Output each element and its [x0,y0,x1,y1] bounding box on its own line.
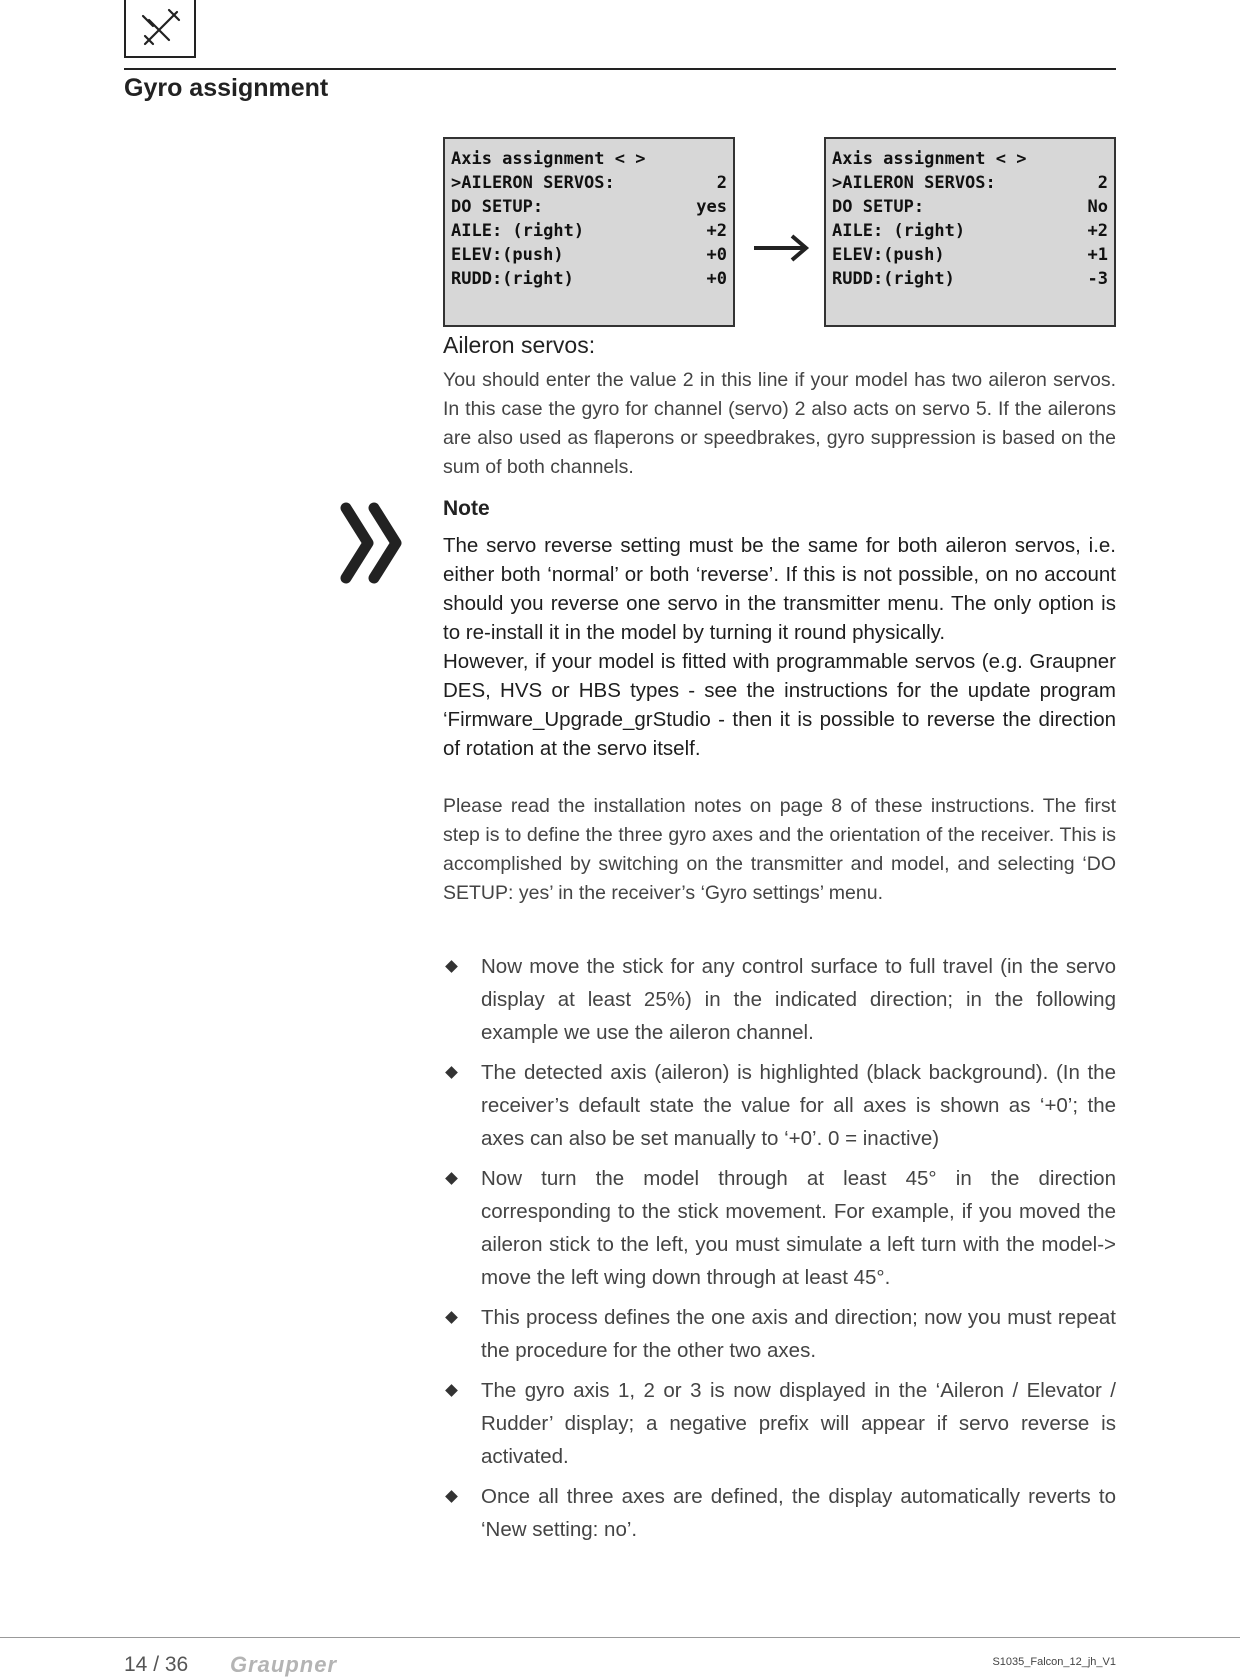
lcd-value: 2 [1097,173,1108,193]
note-body [443,531,1116,763]
list-item [443,1301,1116,1367]
lcd-row [832,243,1108,267]
list-item [443,1480,1116,1546]
lcd-label: ELEV:(push) [832,245,945,265]
lcd-value: +0 [706,245,727,265]
lcd-value: yes [696,197,727,217]
list-item-text: Now move the stick for any control surface to full travel (in the servo display at least 25%) in the indicated direction; in the following example we use the aileron channel. [481,955,1116,1044]
lcd-title: Axis assignment < > [832,149,1027,169]
lcd-row [451,219,727,243]
list-item-text: Once all three axes are defined, the display automatically reverts to ‘New setting: no’. [481,1485,1116,1541]
lcd-value: +2 [706,221,727,241]
diamond-bullet-icon [445,1490,458,1503]
right-arrow-icon [752,228,812,268]
lcd-row [451,171,727,195]
lcd-row [832,195,1108,219]
lcd-label: RUDD:(right) [451,269,574,289]
list-item-text: This process defines the one axis and direction; now you must repeat the procedure for the other two axes. [481,1306,1116,1362]
lcd-row [832,219,1108,243]
diamond-bullet-icon [445,1172,458,1185]
lcd-label: >AILERON SERVOS: [451,173,615,193]
diamond-bullet-icon [445,1311,458,1324]
lcd-row [451,267,727,291]
lcd-value: 2 [716,173,727,193]
diamond-bullet-icon [445,960,458,973]
footer-divider [0,1637,1240,1638]
lcd-label: AILE: (right) [832,221,966,241]
note-paragraph: However, if your model is fitted with programmable servos (e.g. Graupner DES, HVS or HBS types - see the instructions for the update program ‘Firmware_Upgrade_grStudio - then it is possible to reverse the direction of rotation at the servo itself. [443,650,1116,760]
list-item [443,1162,1116,1294]
document-id: S1035_Falcon_12_jh_V1 [992,1656,1116,1668]
lcd-label: DO SETUP: [832,197,925,217]
lcd-value: No [1087,197,1108,217]
lcd-label: AILE: (right) [451,221,585,241]
lcd-label: DO SETUP: [451,197,544,217]
lcd-row [832,267,1108,291]
lcd-row [451,243,727,267]
lcd-label: RUDD:(right) [832,269,955,289]
lcd-screen-after [824,137,1116,327]
lcd-label: ELEV:(push) [451,245,564,265]
lcd-label: >AILERON SERVOS: [832,173,996,193]
list-item-text: The gyro axis 1, 2 or 3 is now displayed in the ‘Aileron / Elevator / Rudder’ display; a negative prefix will appear if servo reverse is activated. [481,1379,1116,1468]
list-item [443,1056,1116,1155]
diamond-bullet-icon [445,1066,458,1079]
lcd-value: -3 [1087,269,1108,289]
lcd-value: +1 [1087,245,1108,265]
diamond-bullet-icon [445,1384,458,1397]
brand-logo: Graupner [230,1652,338,1677]
double-chevron-icon [340,502,410,584]
list-item-text: Now turn the model through at least 45° in the direction corresponding to the stick movement. For example, if you moved the aileron stick to the left, you must simulate a left turn with the model-> move the left wing down through at least 45°. [481,1167,1116,1289]
list-item [443,1374,1116,1473]
page-number: 14 / 36 [124,1653,189,1676]
lcd-row [451,195,727,219]
aileron-text: You should enter the value 2 in this line if your model has two aileron servos. In this case the gyro for channel (servo) 2 also acts on servo 5. If the ailerons are also used as flaperons or speedbrakes, gyro suppression is based on the sum of both channels. [443,369,1116,478]
intro-text: Please read the installation notes on page 8 of these instructions. The first step is to define the three gyro axes and the orientation of the receiver. This is accomplished by switching on the transmitter and model, and selecting ‘DO SETUP: yes’ in the receiver’s ‘Gyro settings’ menu. [443,795,1116,904]
lcd-title: Axis assignment < > [451,149,646,169]
note-title: Note [443,497,490,520]
header-divider [124,68,1116,70]
airplane-tool-icon [124,0,196,58]
steps-list [443,950,1116,1553]
lcd-value: +0 [706,269,727,289]
aileron-heading: Aileron servos: [443,332,596,358]
lcd-screen-before [443,137,735,327]
section-title: Gyro assignment [124,74,329,102]
lcd-value: +2 [1087,221,1108,241]
note-paragraph: The servo reverse setting must be the same for both aileron servos, i.e. either both ‘normal’ or both ‘reverse’. If this is not possible, on no account should you reverse one servo in the transmitter menu. The only option is to re-install it in the model by turning it round physically. [443,534,1116,644]
list-item [443,950,1116,1049]
list-item-text: The detected axis (aileron) is highlighted (black background). (In the receiver’s default state the value for all axes is shown as ‘+0’; the axes can also be set manually to ‘+0’. 0 = inactive) [481,1061,1116,1150]
lcd-row [832,171,1108,195]
